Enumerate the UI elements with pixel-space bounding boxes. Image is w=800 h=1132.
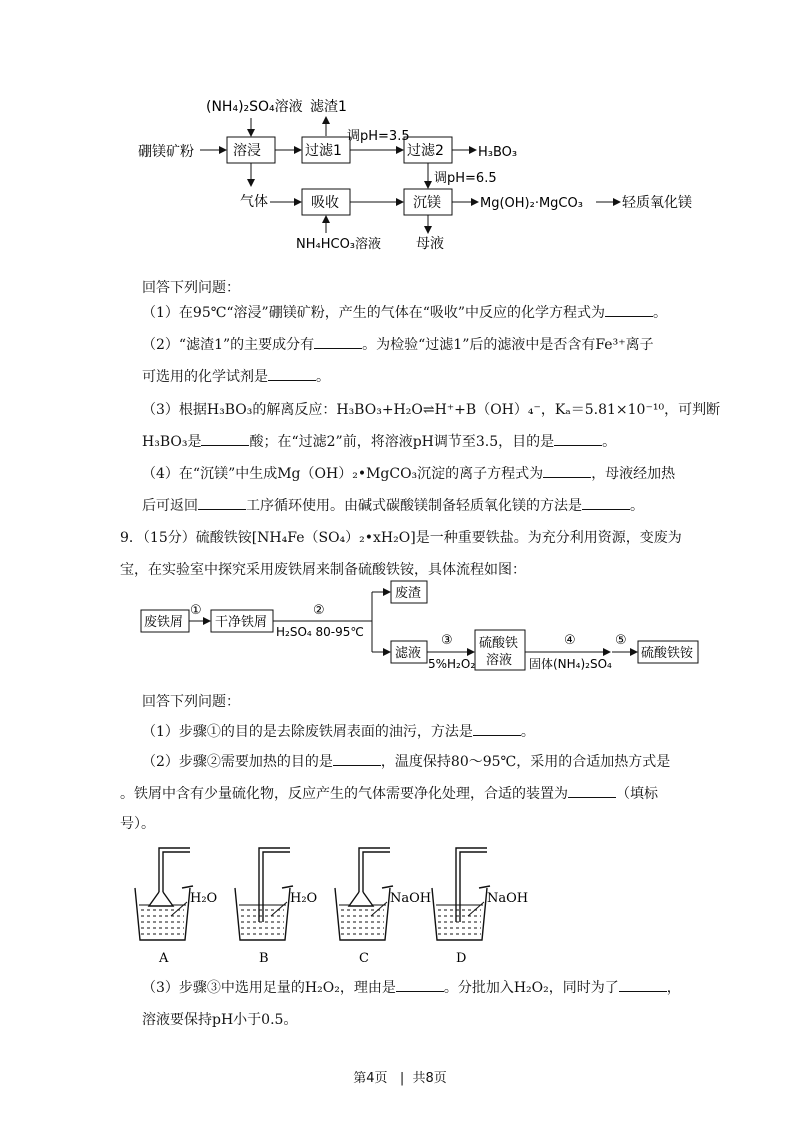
q9-step3-cont: 溶液要保持pH小于0.5。 bbox=[142, 1012, 298, 1028]
ore-label: 硼镁矿粉 bbox=[138, 144, 194, 160]
liquid-label: H₂O bbox=[290, 891, 318, 906]
answer-blank[interactable] bbox=[314, 336, 362, 349]
absorb-label: 吸收 bbox=[311, 195, 339, 211]
q8-part2 bbox=[142, 336, 654, 354]
q9-step2-text-a: （2）步骤②需要加热的目的是 bbox=[142, 754, 333, 770]
q9-step2 bbox=[142, 753, 670, 771]
q8-part2-text-b: 。为检验“过滤1”后的滤液中是否含有Fe³⁺离子 bbox=[362, 337, 654, 353]
q8-part1-end: 。 bbox=[653, 305, 668, 321]
flowchart-borax bbox=[0, 90, 800, 260]
filter2-label: 过滤2 bbox=[407, 143, 444, 159]
scrap-label: 废铁屑 bbox=[144, 615, 184, 630]
answer-blank[interactable] bbox=[198, 497, 246, 510]
gas-label: 气体 bbox=[240, 194, 268, 210]
q8-part1 bbox=[142, 304, 667, 322]
beaker-spout bbox=[382, 886, 393, 888]
answer-blank[interactable] bbox=[554, 433, 602, 446]
q9-step3 bbox=[142, 979, 681, 997]
q8-part4-text-a: （4）在“沉镁”中生成Mg（OH）₂•MgCO₃沉淀的离子方程式为 bbox=[142, 466, 544, 482]
answer-blank[interactable] bbox=[582, 497, 630, 510]
q9-step2-cont2: 号）。 bbox=[120, 816, 155, 832]
q9-step2-text-c-end: （填标 bbox=[616, 786, 658, 802]
apparatus-label: D bbox=[456, 951, 467, 966]
apparatus-b bbox=[235, 848, 317, 966]
step3-label: ③ bbox=[441, 633, 453, 648]
q8-part3-cont bbox=[142, 433, 616, 451]
q8-part4 bbox=[142, 465, 675, 483]
beaker-spout bbox=[282, 886, 293, 888]
q8-intro: 回答下列问题： bbox=[142, 280, 240, 296]
inverted-funnel bbox=[149, 892, 173, 906]
answer-blank[interactable] bbox=[619, 979, 667, 992]
fe-solution-label-2: 溶液 bbox=[486, 653, 513, 668]
q8-part4-text-c: 后可返回 bbox=[142, 498, 198, 514]
label-pointer bbox=[171, 902, 187, 916]
answer-blank[interactable] bbox=[473, 723, 521, 736]
fe-solution-label-1: 硫酸铁 bbox=[479, 636, 519, 651]
residue1-label: 滤渣1 bbox=[310, 99, 347, 115]
q8-part1-text: （1）在95℃“溶浸”硼镁矿粉，产生的气体在“吸收”中反应的化学方程式为 bbox=[142, 305, 606, 321]
clean-label: 干净铁屑 bbox=[215, 615, 268, 630]
apparatus-d bbox=[432, 848, 528, 966]
answer-blank[interactable] bbox=[605, 304, 653, 317]
nh4hco3-label: NH₄HCO₃溶液 bbox=[296, 237, 382, 252]
liquid-label: NaOH bbox=[390, 891, 432, 906]
liquid-label: H₂O bbox=[190, 891, 218, 906]
product-box-label: 硫酸铁铵 bbox=[641, 646, 694, 661]
h2o2-label: 5%H₂O₂ bbox=[428, 657, 476, 671]
apparatus-label: A bbox=[159, 951, 169, 966]
solid-label: 固体(NH₄)₂SO₄ bbox=[529, 657, 612, 671]
mother-label: 母液 bbox=[416, 236, 444, 252]
dissolve-label: 溶浸 bbox=[233, 143, 261, 159]
ph2-label: 调pH=6.5 bbox=[434, 171, 497, 186]
q9-step2-text-b: ，温度保持80～95℃，采用的合适加热方式是 bbox=[380, 754, 671, 770]
reagent-nh4so4-label: (NH₄)₂SO₄溶液 bbox=[206, 99, 303, 115]
answer-blank[interactable] bbox=[201, 433, 249, 446]
q9-step3-end: ， bbox=[666, 980, 681, 996]
q9-head: 9．（15分）硫酸铁铵[NH₄Fe（SO₄）₂•xH₂O]是一种重要铁盐。为充分利用资源，变废为 bbox=[120, 530, 682, 546]
q8-part2-end: 。 bbox=[316, 369, 330, 385]
answer-blank[interactable] bbox=[543, 465, 591, 478]
inverted-funnel bbox=[349, 892, 373, 906]
apparatus-a bbox=[135, 848, 217, 966]
final-label: 轻质氧化镁 bbox=[622, 195, 692, 211]
answer-blank[interactable] bbox=[268, 368, 316, 381]
precip-label: 沉镁 bbox=[413, 195, 441, 211]
q8-part2-text-a: （2）“滤渣1”的主要成分有 bbox=[142, 337, 315, 353]
step5-label: ⑤ bbox=[615, 633, 627, 648]
q8-part4-cont bbox=[142, 497, 644, 515]
label-pointer bbox=[271, 902, 287, 916]
filter1-label: 过滤1 bbox=[305, 143, 342, 159]
step1-label: ① bbox=[190, 603, 202, 618]
step2-label: ② bbox=[313, 603, 325, 618]
gas-tube bbox=[163, 852, 190, 892]
apparatus-label: B bbox=[259, 951, 269, 966]
q8-part4-text-d: 工序循环使用。由碱式碳酸镁制备轻质氧化镁的方法是 bbox=[246, 498, 582, 514]
label-pointer bbox=[468, 902, 484, 916]
beaker-spout bbox=[182, 886, 193, 888]
q9-step3-text-a: （3）步骤③中选用足量的H₂O₂，理由是 bbox=[142, 980, 396, 996]
apparatus-figure bbox=[0, 836, 800, 966]
q9-step1-text: （1）步骤①的目的是去除废铁屑表面的油污，方法是 bbox=[142, 724, 473, 740]
q9-step1 bbox=[142, 723, 535, 741]
q8-part3 bbox=[142, 401, 720, 419]
apparatus-label: C bbox=[359, 951, 369, 966]
q8-part3-text-c: 酸；在“过滤2”前，将溶液pH调节至3.5，目的是 bbox=[249, 434, 555, 450]
liquid-label: NaOH bbox=[487, 891, 529, 906]
q8-part3-end: 。 bbox=[602, 434, 617, 450]
ph1-label: 调pH=3.5 bbox=[347, 129, 410, 144]
q9-head-cont: 宝，在实验室中探究采用废铁屑来制备硫酸铁铵，具体流程如图： bbox=[120, 562, 526, 578]
acid-label: H₂SO₄ 80-95℃ bbox=[276, 625, 364, 639]
flowchart-ferric bbox=[0, 570, 800, 675]
q8-part4-end: 。 bbox=[630, 498, 644, 514]
q8-part2-text-c: 可选用的化学试剂是 bbox=[142, 369, 268, 385]
q8-part2-cont bbox=[142, 368, 330, 386]
label-pointer bbox=[371, 902, 387, 916]
step4-label: ④ bbox=[564, 633, 576, 648]
answer-blank[interactable] bbox=[396, 979, 444, 992]
q9-step2-text-c: 。铁屑中含有少量硫化物，反应产生的气体需要净化处理，合适的装置为 bbox=[120, 786, 568, 802]
gas-tube bbox=[363, 852, 390, 892]
q9-intro: 回答下列问题： bbox=[142, 694, 240, 710]
waste-label: 废渣 bbox=[395, 586, 422, 601]
q9-step2-cont bbox=[120, 785, 658, 803]
answer-blank[interactable] bbox=[333, 753, 381, 766]
q9-step3-text-b: 。分批加入H₂O₂，同时为了 bbox=[443, 980, 619, 996]
q9-step1-end: 。 bbox=[520, 724, 535, 740]
apparatus-c bbox=[335, 848, 431, 966]
h3bo3-label: H₃BO₃ bbox=[478, 145, 518, 160]
q8-part3-text-a: （3）根据H₃BO₃的解离反应：H₃BO₃+H₂O⇌H⁺+B（OH）₄⁻，Kₐ＝5.81×10⁻¹⁰，可判断 bbox=[142, 402, 721, 418]
q8-part4-text-b: ，母液经加热 bbox=[591, 466, 676, 482]
q8-part3-text-b: H₃BO₃是 bbox=[142, 434, 202, 450]
filtrate-label: 滤液 bbox=[395, 646, 422, 661]
answer-blank[interactable] bbox=[568, 785, 616, 798]
page-footer: 第4页 | 共8页 bbox=[353, 1071, 447, 1086]
product-label: Mg(OH)₂·MgCO₃ bbox=[480, 196, 583, 211]
beaker-spout bbox=[479, 886, 490, 888]
